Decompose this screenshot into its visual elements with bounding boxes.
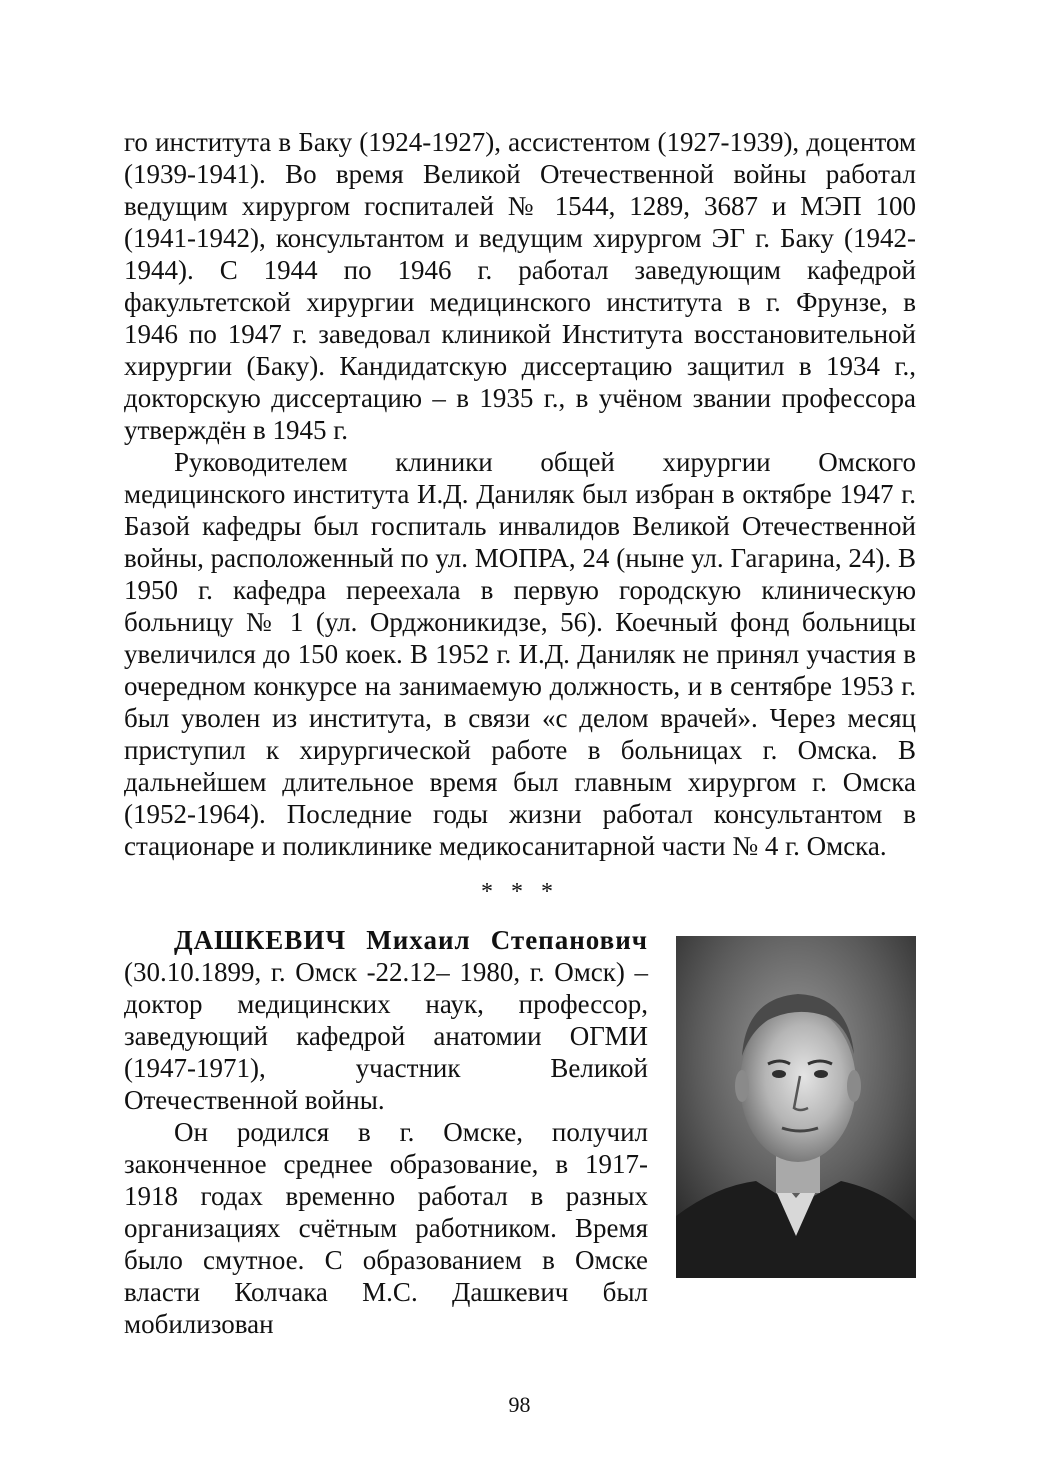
page-content bbox=[124, 126, 916, 1340]
section-separator: * * * bbox=[481, 879, 559, 905]
page-number: 98 bbox=[508, 1392, 531, 1417]
text-paragraph-2: Руководителем клиники общей хирургии Омского медицинского института И.Д. Даниляк был избран в октябре 1947 г. Базой кафедры был госпиталь инвалидов Великой Отечественной войны, расположенный по ул. МОПРА, 24 (ныне ул. Гагарина, 24). В 1950 г. кафедра переехала в первую городскую клиническую больницу № 1 (ул. Орджоникидзе, 56). Коечный фонд больницы увеличился до 150 коек. В 1952 г. И.Д. Даниляк не принял участия в очередном конкурсе на занимаемую должность, и в сентябре 1953 г. был уволен из института, в связи «с делом врачей». Через месяц приступил к хирургической работе в больницах г. Омска. В дальнейшем длительное время был главным хирургом г. Омска (1952-1964). Последние годы жизни работал консультантом в стационаре и поликлинике медикосанитарной части № 4 г. Омска. bbox=[124, 447, 916, 861]
portrait-photo bbox=[676, 936, 916, 1278]
biography-paragraph: Он родился в г. Омске, получил законченное среднее образование, в 1917-1918 годах временно работал в разных организациях счётным работником. Время было смутное. С образованием в Омске власти Колчака М.С. Дашкевич был мобилизован bbox=[124, 1117, 648, 1339]
biography-intro-text: (30.10.1899, г. Омск -22.12– 1980, г. Омск) – доктор медицинских наук, профессор, заведующий кафедрой анатомии ОГМИ (1947-1971), участник Великой Отечественной войны. bbox=[124, 957, 648, 1115]
person-name: ДАШКЕВИЧ Михаил Степанович bbox=[174, 925, 648, 955]
biography-section bbox=[124, 924, 916, 1340]
text-paragraph-1: го института в Баку (1924-1927), ассистентом (1927-1939), доцентом (1939-1941). Во время Великой Отечественной войны работал ведущим хирургом госпиталей № 1544, 1289, 3687 и МЭП 100 (1941-1942), консультантом и ведущим хирургом ЭГ г. Баку (1942-1944). С 1944 по 1946 г. работал заведующим кафедрой факультетской хирургии медицинского института в г. Фрунзе, в 1946 по 1947 г. заведовал клиникой Института восстановительной хирургии (Баку). Кандидатскую диссертацию защитил в 1934 г., докторскую диссертацию – в 1935 г., в учёном звании профессора утверждён в 1945 г. bbox=[124, 127, 916, 445]
